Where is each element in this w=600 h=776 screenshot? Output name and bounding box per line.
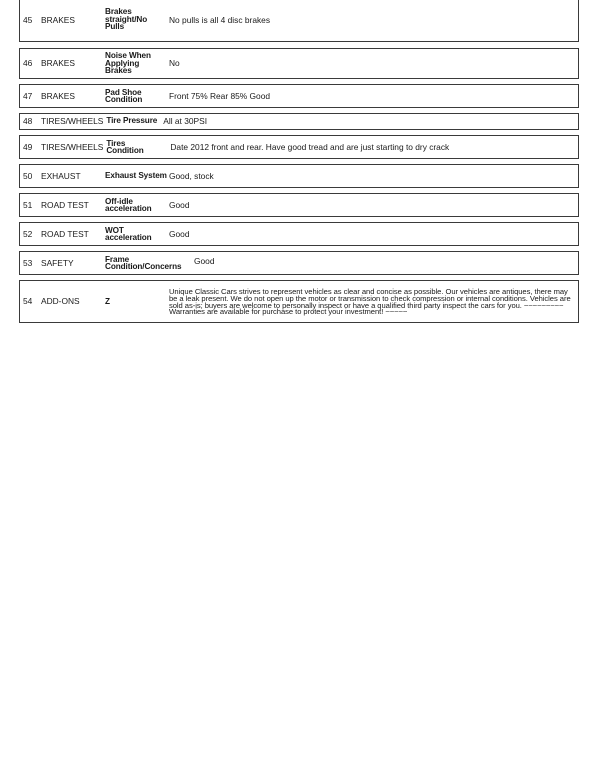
row-category: BRAKES — [41, 15, 75, 26]
row-item: Exhaust System — [105, 171, 167, 181]
row-category: BRAKES — [41, 58, 75, 69]
row-number: 47 — [23, 90, 33, 101]
row-category: ROAD TEST — [41, 199, 89, 210]
table-row — [19, 193, 579, 217]
table-row — [19, 280, 579, 323]
row-number: 53 — [23, 257, 33, 268]
table-row — [19, 84, 579, 108]
row-value: Date 2012 front and rear. Have good tread and are just starting to dry crack — [170, 141, 450, 152]
row-category: TIRES/WHEELS — [41, 116, 104, 127]
row-item: Frame Condition/Concerns — [105, 254, 182, 271]
row-value: No pulls is all 4 disc brakes — [169, 15, 271, 26]
row-value: Good — [169, 228, 190, 239]
table-row — [19, 113, 579, 130]
table-row — [19, 48, 579, 79]
row-number: 46 — [23, 58, 33, 69]
row-number: 51 — [23, 199, 33, 210]
row-value: Good — [194, 256, 215, 267]
row-category: SAFETY — [41, 257, 74, 268]
table-row — [19, 222, 579, 246]
row-category: BRAKES — [41, 90, 75, 101]
row-value: No — [169, 58, 180, 69]
row-value: All at 30PSI — [163, 116, 208, 127]
row-value: Good — [169, 199, 190, 210]
row-item: Pad Shoe Condition — [105, 87, 143, 104]
row-number: 52 — [23, 228, 33, 239]
row-category: EXHAUST — [41, 170, 81, 181]
row-category: TIRES/WHEELS — [41, 141, 104, 152]
row-item: WOT acceleration — [105, 225, 152, 242]
row-item: Off-idle acceleration — [105, 196, 152, 213]
row-number: 48 — [23, 116, 33, 127]
row-category: ADD-ONS — [41, 296, 80, 307]
row-item: Brakes straight/No Pulls — [105, 7, 148, 32]
row-value: Unique Classic Cars strives to represent vehicles as clear and concise as possible. Our vehicles are antiques, there may be a leak present. We do not open up the motor or transmission to check compression or internal conditions. Vehicles are sold as-is; buyers are welcome to personally inspect or have a qualified third party inspect the cars for you. ~~~~~~~~~ Warranties are available for purchase to protect your investment! ~~~~~ — [169, 286, 571, 317]
row-number: 50 — [23, 170, 33, 181]
row-value: Front 75% Rear 85% Good — [169, 90, 271, 101]
row-item: Tires Condition — [106, 138, 144, 155]
row-number: 45 — [23, 15, 33, 26]
table-row — [19, 164, 579, 188]
table-row — [19, 135, 579, 159]
row-value: Good, stock — [169, 170, 214, 181]
inspection-report-table — [19, 0, 579, 328]
table-row — [19, 251, 579, 275]
row-number: 54 — [23, 296, 33, 307]
row-item: Z — [105, 296, 110, 306]
row-item: Tire Pressure — [106, 116, 158, 126]
row-item: Noise When Applying Brakes — [105, 51, 151, 76]
row-number: 49 — [23, 141, 33, 152]
row-category: ROAD TEST — [41, 228, 89, 239]
table-row — [19, 0, 579, 42]
